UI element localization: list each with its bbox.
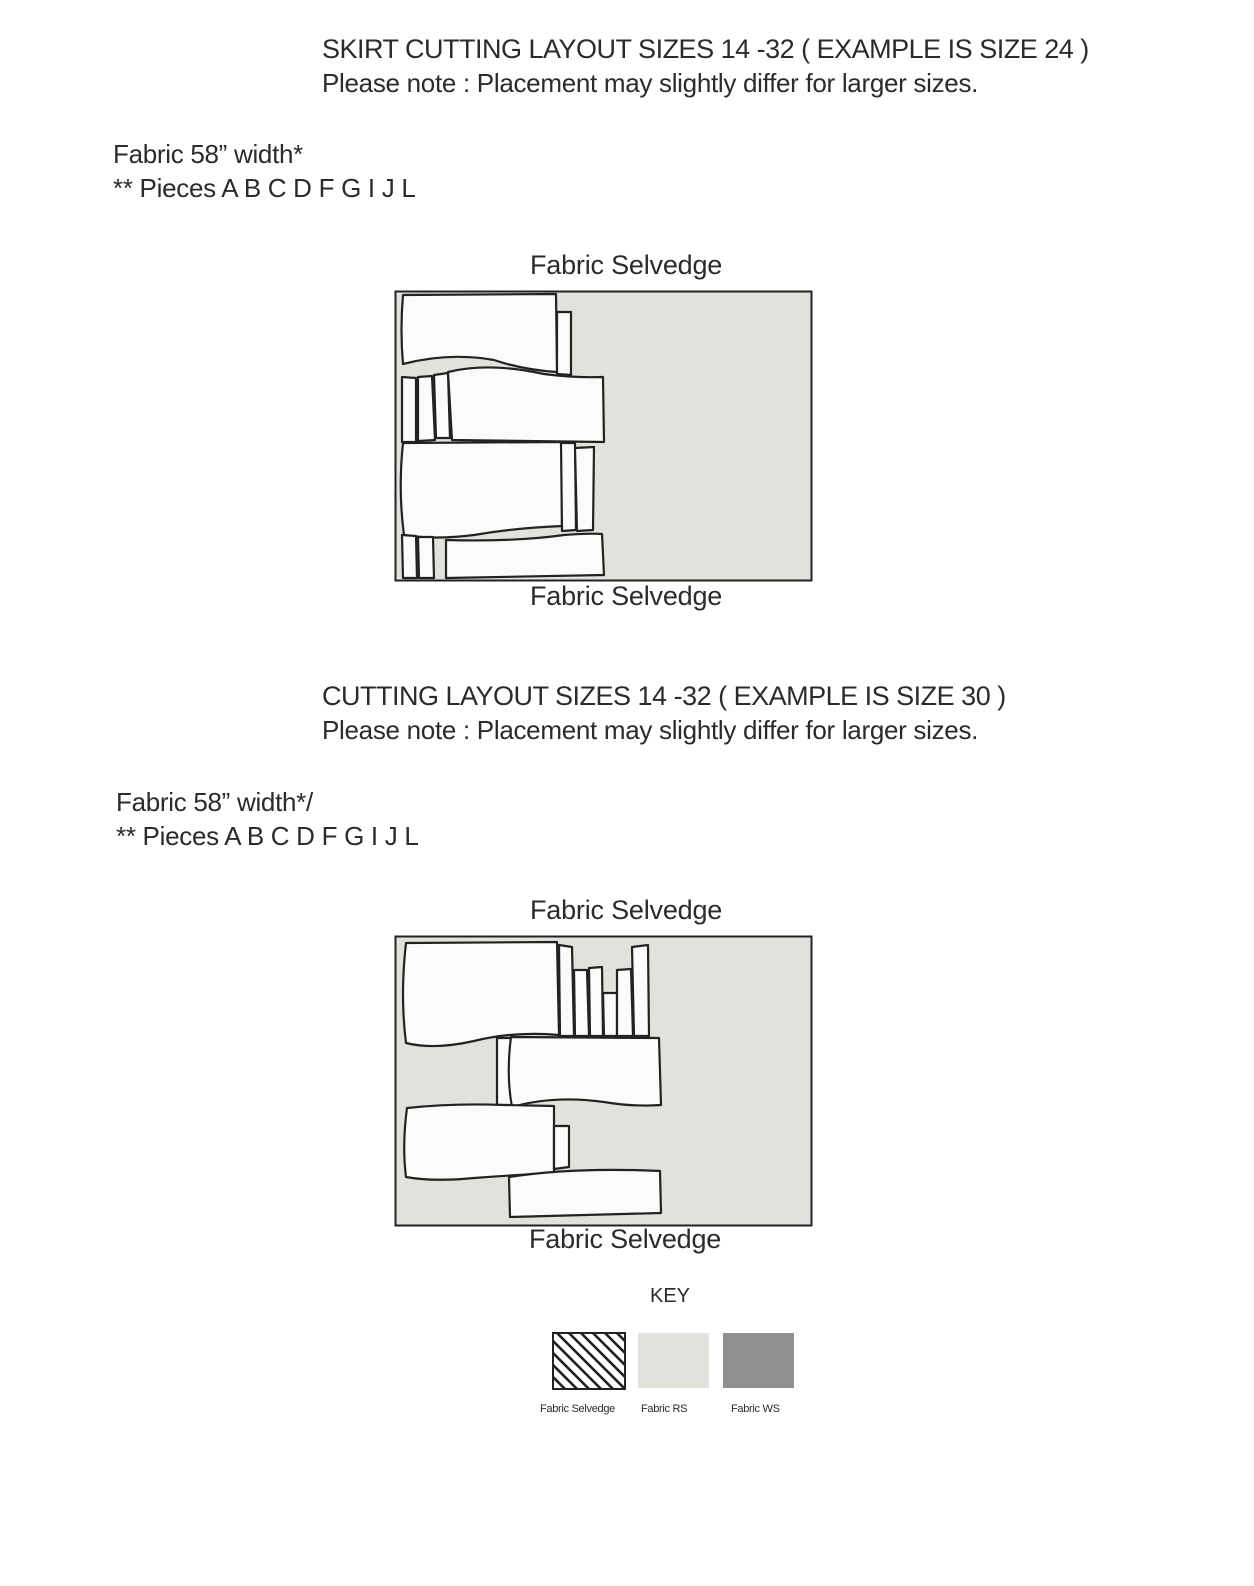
pattern-piece (554, 1126, 569, 1169)
pattern-piece (574, 970, 589, 1036)
key-label-selvedge: Fabric Selvedge (540, 1403, 615, 1415)
pattern-piece (402, 535, 417, 578)
key-label-fabric-ws: Fabric WS (731, 1403, 780, 1415)
pattern-piece (509, 1170, 661, 1217)
key-swatch-fabric-rs (638, 1333, 709, 1388)
section-2-pieces: ** Pieces A B C D F G I J L (116, 821, 419, 851)
pattern-piece (402, 377, 416, 442)
pattern-piece (448, 367, 604, 442)
pattern-piece (418, 376, 435, 441)
section-1-selvedge-top: Fabric Selvedge (530, 250, 723, 280)
pattern-piece (561, 443, 576, 531)
cutting-layout-diagram-2 (394, 935, 814, 1227)
pattern-piece (401, 442, 562, 538)
section-1-title: SKIRT CUTTING LAYOUT SIZES 14 -32 ( EXAMPLE IS SIZE 24 ) (322, 34, 1089, 64)
pattern-piece (559, 945, 574, 1036)
section-2-title: CUTTING LAYOUT SIZES 14 -32 ( EXAMPLE IS SIZE 30 ) (322, 681, 1006, 711)
section-2-note: Please note : Placement may slightly differ for larger sizes. (322, 715, 979, 745)
pattern-piece (403, 942, 559, 1046)
cutting-layout-diagram-1 (394, 290, 814, 582)
pattern-piece (617, 969, 633, 1036)
section-2-fabric-width: Fabric 58” width*/ (116, 787, 313, 817)
key-swatch-fabric-ws (723, 1333, 794, 1388)
key-swatch-selvedge (552, 1332, 626, 1390)
pattern-piece (509, 1037, 661, 1107)
pattern-piece (446, 534, 604, 578)
pattern-piece (575, 447, 594, 531)
pattern-piece (589, 967, 603, 1036)
section-1-fabric-width: Fabric 58” width* (113, 139, 303, 169)
key-title: KEY (650, 1285, 691, 1307)
section-1-selvedge-bottom: Fabric Selvedge (530, 581, 723, 611)
section-1-note: Please note : Placement may slightly differ for larger sizes. (322, 68, 979, 98)
section-2-selvedge-top: Fabric Selvedge (530, 895, 723, 925)
pattern-piece (632, 945, 649, 1036)
pattern-piece (404, 1104, 554, 1179)
section-2-selvedge-bottom: Fabric Selvedge (529, 1224, 722, 1254)
pattern-piece (557, 312, 571, 375)
key-label-fabric-rs: Fabric RS (641, 1403, 688, 1415)
pattern-piece (603, 993, 617, 1036)
pattern-piece (418, 537, 434, 578)
section-1-pieces: ** Pieces A B C D F G I J L (113, 173, 416, 203)
